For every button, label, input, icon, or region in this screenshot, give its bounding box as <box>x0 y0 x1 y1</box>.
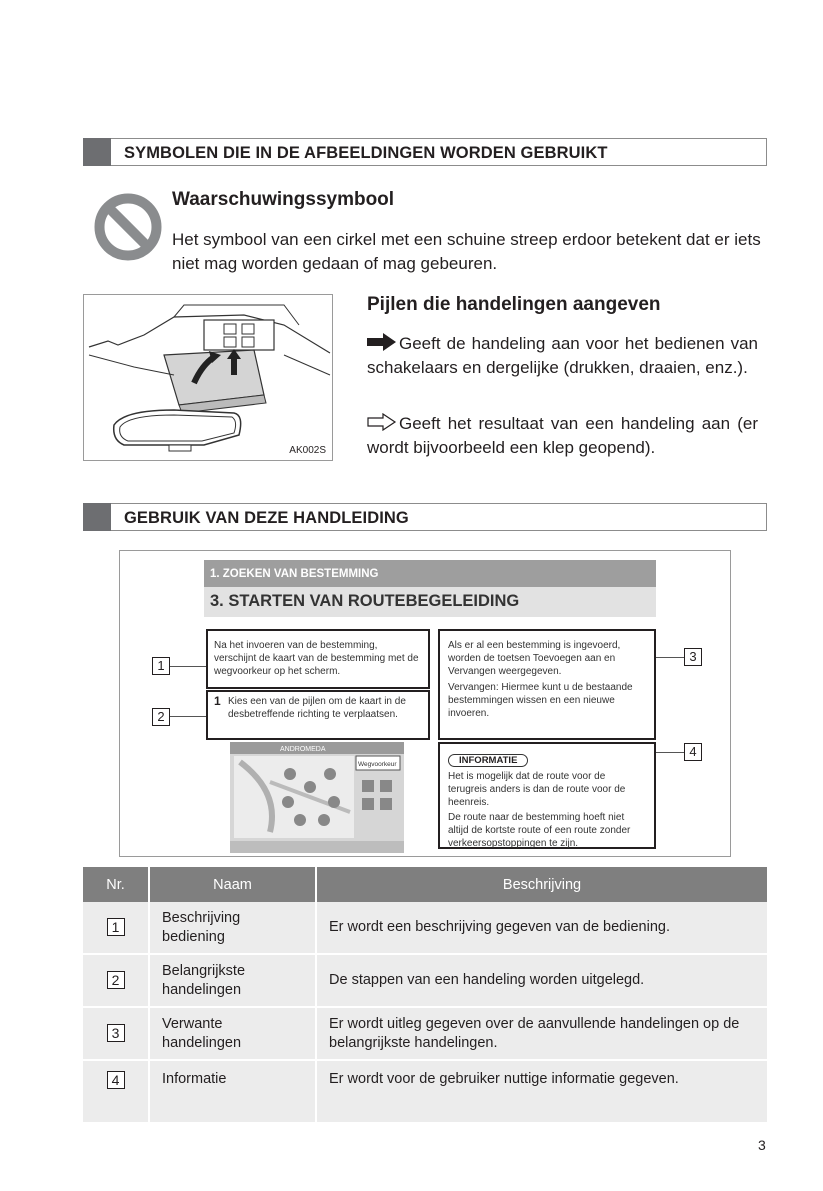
section-header-usage <box>83 503 767 531</box>
row-name: Beschrijving bediening <box>149 902 316 954</box>
sample-chapter: 1. ZOEKEN VAN BESTEMMING <box>210 568 379 580</box>
description-table <box>83 867 767 1124</box>
map-button: Wegvoorkeur <box>358 761 397 768</box>
row-number: 1 <box>107 918 125 936</box>
arrows-heading: Pijlen die handelingen aangeven <box>367 294 661 315</box>
warning-heading: Waarschuwingssymbool <box>172 189 395 210</box>
row-desc: Er wordt voor de gebruiker nuttige informatie gegeven. <box>316 1060 767 1123</box>
row-number: 2 <box>107 971 125 989</box>
sample-box-4 <box>438 742 656 849</box>
row-number: 3 <box>107 1024 125 1042</box>
sample-box-1 <box>206 629 430 689</box>
map-label: ANDROMEDA <box>280 746 326 753</box>
sample-box-2 <box>206 690 430 740</box>
row-desc: Er wordt een beschrijving gegeven van de bediening. <box>316 902 767 954</box>
table-row <box>83 1060 767 1123</box>
callout-4: 4 <box>684 743 702 761</box>
sample-title: 3. STARTEN VAN ROUTEBEGELEIDING <box>210 592 520 610</box>
row-nr-cell <box>83 1060 149 1123</box>
sample-chapter-bar <box>204 560 656 587</box>
row-nr-cell <box>83 954 149 1007</box>
callout-1: 1 <box>152 657 170 675</box>
page-number: 3 <box>758 1137 766 1153</box>
outline-arrow-text: Geeft het resultaat van een handeling aan (er wordt bijvoorbeeld een klep geopend). <box>367 414 758 457</box>
section-marker <box>83 503 111 531</box>
row-desc: De stappen van een handeling worden uitgelegd. <box>316 954 767 1007</box>
row-desc: Er wordt uitleg gegeven over de aanvullende handelingen op de belangrijkste handelingen. <box>316 1007 767 1060</box>
header-nr: Nr. <box>83 867 149 902</box>
section-header-symbols <box>83 138 767 166</box>
section-title: SYMBOLEN DIE IN DE AFBEELDINGEN WORDEN GEBRUIKT <box>124 144 608 162</box>
row-name: Verwante handelingen <box>149 1007 316 1060</box>
warning-text: Het symbool van een cirkel met een schuine streep erdoor betekent dat er iets niet mag worden gedaan of mag gebeuren. <box>172 230 761 273</box>
sample-box-3 <box>438 629 656 740</box>
info-text-2: De route naar de bestemming hoeft niet altijd de kortste route of een route zonder verkeersopstoppingen te zijn. <box>448 812 631 849</box>
overhead-console-illustration <box>83 294 333 461</box>
table-row <box>83 1007 767 1060</box>
sample-title-bar <box>204 587 656 617</box>
leader-line-2 <box>170 716 206 717</box>
info-label: INFORMATIE <box>448 754 528 767</box>
info-text-1: Het is mogelijk dat de route voor de terugreis anders is dan de route voor de heenreis. <box>448 771 626 808</box>
header-beschrijving: Beschrijving <box>316 867 767 902</box>
illustration-code: AK002S <box>289 445 326 456</box>
table-row <box>83 902 767 954</box>
row-number: 4 <box>107 1071 125 1089</box>
table-header-row <box>83 867 767 902</box>
leader-line-1 <box>170 666 206 667</box>
sample-step-text: Kies een van de pijlen om de kaart in de desbetreffende richting te verplaatsen. <box>228 696 406 720</box>
console-drawing <box>84 295 332 460</box>
header-naam: Naam <box>149 867 316 902</box>
row-name: Belangrijkste handelingen <box>149 954 316 1007</box>
sample-map-screenshot <box>230 742 404 853</box>
leader-line-3 <box>656 657 684 658</box>
row-nr-cell <box>83 1007 149 1060</box>
leader-line-4 <box>656 752 684 753</box>
filled-arrow-text: Geeft de handeling aan voor het bedienen van schakelaars en dergelijke (drukken, draaien, enz.). <box>367 334 758 377</box>
prohibition-icon <box>93 192 163 262</box>
table-row <box>83 954 767 1007</box>
row-nr-cell <box>83 902 149 954</box>
sample-step-number: 1 <box>214 694 221 708</box>
sample-box-3-text-a: Als er al een bestemming is ingevoerd, worden de toetsen Toevoegen aan en Vervangen weergegeven. <box>448 640 621 677</box>
row-name: Informatie <box>149 1060 316 1123</box>
callout-3: 3 <box>684 648 702 666</box>
callout-2: 2 <box>152 708 170 726</box>
sample-page-illustration <box>119 550 731 857</box>
section-title: GEBRUIK VAN DEZE HANDLEIDING <box>124 509 409 527</box>
sample-box-3-text-b: Vervangen: Hiermee kunt u de bestaande bestemmingen wissen en een nieuwe invoeren. <box>448 682 633 719</box>
sample-box-1-text: Na het invoeren van de bestemming, verschijnt de kaart van de bestemming met de wegvoorkeur op het scherm. <box>214 640 419 677</box>
section-marker <box>83 138 111 166</box>
